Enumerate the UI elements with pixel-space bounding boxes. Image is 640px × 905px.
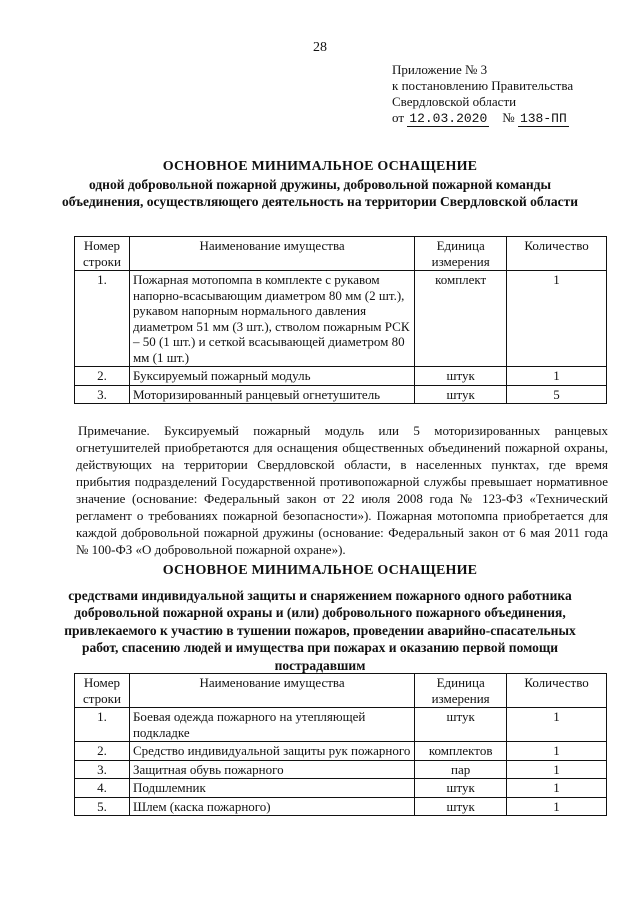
row-name: Моторизированный ранцевый огнетушитель — [129, 385, 414, 404]
appendix-line-1: Приложение № 3 — [392, 62, 488, 77]
row-unit: штук — [415, 797, 507, 816]
row-name: Средство индивидуальной защиты рук пожарного — [129, 742, 414, 761]
row-name: Подшлемник — [129, 779, 414, 798]
header-number: Номер строки — [75, 237, 130, 271]
row-qty: 1 — [507, 779, 607, 798]
header-number: Номер строки — [75, 674, 130, 708]
section2-title-sub: средствами индивидуальной защиты и снаряжением пожарного одного работника добровольной пожарной охраны и (или) добровольного пожарного объединения, привлекаемого к участию в тушении пожаров, проведении аварийно-спасательных работ, спасению людей и имущества при пожарах и оказанию первой помощи пострадавшим — [64, 587, 576, 673]
order-line — [392, 110, 573, 127]
row-number: 1. — [75, 271, 130, 367]
row-name: Шлем (каска пожарного) — [129, 797, 414, 816]
date-prefix: от — [392, 110, 405, 125]
section2-title — [40, 562, 600, 674]
row-qty: 1 — [507, 797, 607, 816]
section1-title-sub: одной добровольной пожарной дружины, добровольной пожарной команды объединения, осуществляющего деятельность на территории Свердловской области — [61, 176, 579, 209]
row-unit: штук — [415, 708, 507, 742]
table-row — [75, 760, 607, 779]
row-name: Защитная обувь пожарного — [129, 760, 414, 779]
appendix-line-3: Свердловской области — [392, 94, 517, 109]
section1-title-main: ОСНОВНОЕ МИНИМАЛЬНОЕ ОСНАЩЕНИЕ — [162, 159, 478, 174]
header-unit: Единица измерения — [415, 237, 507, 271]
row-unit: пар — [415, 760, 507, 779]
table-row — [75, 271, 607, 367]
table-row — [75, 779, 607, 798]
row-qty: 1 — [507, 708, 607, 742]
row-qty: 5 — [507, 385, 607, 404]
row-qty: 1 — [507, 367, 607, 386]
row-unit: штук — [415, 779, 507, 798]
page-number: 28 — [313, 40, 327, 55]
row-name: Буксируемый пожарный модуль — [129, 367, 414, 386]
row-unit: штук — [415, 367, 507, 386]
order-date: 12.03.2020 — [409, 111, 488, 126]
table-row — [75, 367, 607, 386]
row-qty: 1 — [507, 271, 607, 367]
table-row — [75, 797, 607, 816]
row-number: 1. — [75, 708, 130, 742]
note-paragraph: Примечание. Буксируемый пожарный модуль или 5 моторизированных ранцевых огнетушителей приобретаются для оснащения общественных объединений пожарной охраны, действующих на территории Свердловской области, в населенных пунктах, где время прибытия подразделений Государственной противопожарной службы превышает нормативное значение (основание: Федеральный закон от 22 июля 2008 года № 123-ФЗ «Технический регламент о требованиях пожарной безопасности»). Пожарная мотопомпа приобретается для каждой добровольной пожарной дружины (основание: Федеральный закон от 6 мая 2011 года № 100-ФЗ «О добровольной пожарной охране»). — [76, 423, 608, 557]
table-header-row — [75, 237, 607, 271]
row-name: Пожарная мотопомпа в комплекте с рукавом напорно-всасывающим диаметром 80 мм (2 шт.), рукавом напорным нормального давления диаметром 51 мм (3 шт.), стволом пожарным РСК – 50 (1 шт.) и сеткой всасывающей диаметром 80 мм (1 шт.) — [129, 271, 414, 367]
row-number: 3. — [75, 760, 130, 779]
row-unit: штук — [415, 385, 507, 404]
header-qty: Количество — [507, 237, 607, 271]
row-qty: 1 — [507, 760, 607, 779]
appendix-block — [392, 62, 573, 127]
number-prefix: № — [502, 110, 515, 125]
table-row — [75, 708, 607, 742]
row-qty: 1 — [507, 742, 607, 761]
header-name: Наименование имущества — [129, 237, 414, 271]
row-unit: комплект — [415, 271, 507, 367]
table-row — [75, 742, 607, 761]
row-number: 3. — [75, 385, 130, 404]
section2-title-main: ОСНОВНОЕ МИНИМАЛЬНОЕ ОСНАЩЕНИЕ — [162, 563, 478, 578]
row-name: Боевая одежда пожарного на утепляющей подкладке — [129, 708, 414, 742]
row-number: 5. — [75, 797, 130, 816]
header-qty: Количество — [507, 674, 607, 708]
order-number: 138-ПП — [519, 111, 567, 126]
header-name: Наименование имущества — [129, 674, 414, 708]
section2-table — [74, 673, 607, 816]
table-header-row — [75, 674, 607, 708]
row-number: 4. — [75, 779, 130, 798]
appendix-line-2: к постановлению Правительства — [392, 78, 574, 93]
header-unit: Единица измерения — [415, 674, 507, 708]
section1-title — [40, 158, 600, 211]
row-number: 2. — [75, 742, 130, 761]
row-number: 2. — [75, 367, 130, 386]
row-unit: комплектов — [415, 742, 507, 761]
section1-table — [74, 236, 607, 404]
table-row — [75, 385, 607, 404]
